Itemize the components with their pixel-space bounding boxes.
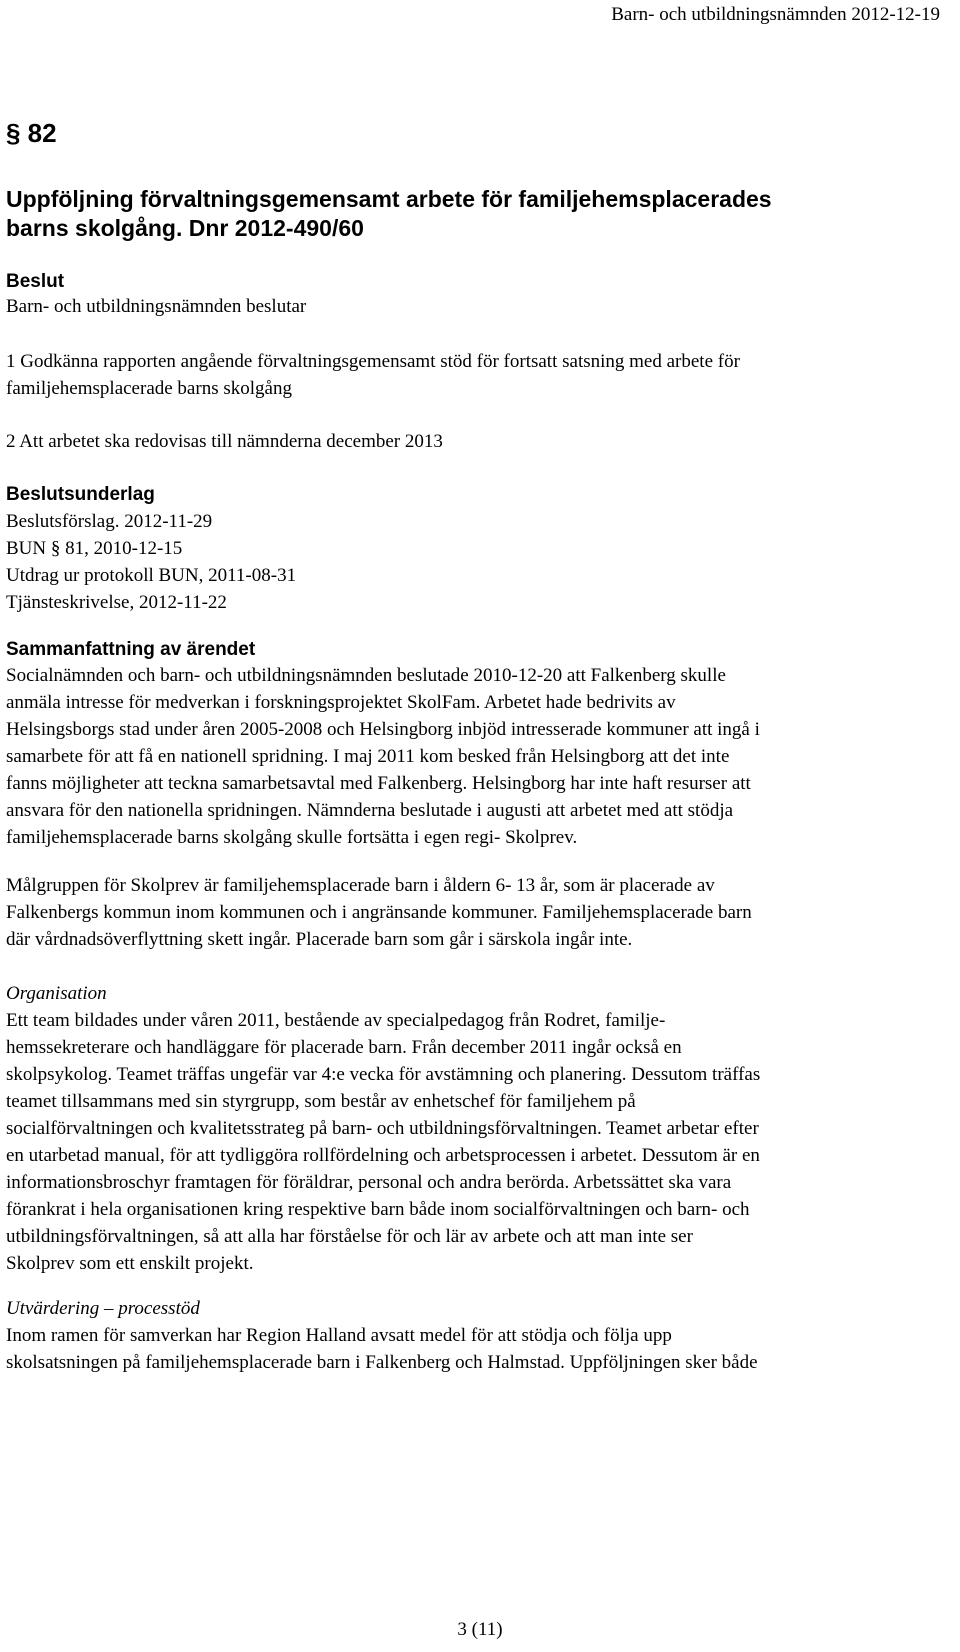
malgrupp-paragraph — [6, 872, 946, 953]
title-line: Uppföljning förvaltningsgemensamt arbete för familjehemsplacerades — [6, 186, 772, 212]
text-line: Ett team bildades under våren 2011, bestående av specialpedagog från Rodret, familje- — [6, 1010, 666, 1031]
text-line: informationsbroschyr framtagen för föräldrar, personal och andra berörda. Arbetssättet ska vara — [6, 1172, 732, 1193]
sammanfattning-heading: Sammanfattning av ärendet — [6, 639, 256, 660]
text-line: Socialnämnden och barn- och utbildningsnämnden beslutade 2010-12-20 att Falkenberg skulle — [6, 665, 726, 686]
text-line: fanns möjligheter att teckna samarbetsavtal med Falkenberg. Helsingborg har inte haft resurser att — [6, 773, 751, 794]
title-line: barns skolgång. Dnr 2012-490/60 — [6, 215, 364, 241]
sammanfattning-section — [6, 638, 946, 851]
underlag-item: BUN § 81, 2010-12-15 — [6, 538, 183, 559]
underlag-item: Tjänsteskrivelse, 2012-11-22 — [6, 592, 227, 613]
text-line: förankrat i hela organisationen kring respektive barn både inom socialförvaltningen och barn- och — [6, 1199, 750, 1220]
organisation-section — [6, 980, 946, 1277]
text-line: samarbete för att få en nationell spridning. I maj 2011 kom besked från Helsingborg att det inte — [6, 746, 730, 767]
running-header: Barn- och utbildningsnämnden 2012-12-19 — [611, 4, 940, 25]
text-line: teamet tillsammans med sin styrgrupp, som består av enhetschef för familjehem på — [6, 1091, 636, 1112]
page-number: 3 (11) — [457, 1619, 503, 1640]
underlag-heading: Beslutsunderlag — [6, 484, 155, 505]
text-line: Skolprev som ett enskilt projekt. — [6, 1253, 254, 1274]
organisation-paragraph — [6, 1007, 946, 1277]
text-line: skolpsykolog. Teamet träffas ungefär var 4:e vecka för avstämning och planering. Dessutom träffas — [6, 1064, 761, 1085]
beslut-item-1 — [6, 348, 946, 402]
organisation-heading: Organisation — [6, 983, 107, 1004]
text-line: Falkenbergs kommun inom kommunen och i angränsande kommuner. Familjehemsplacerade barn — [6, 902, 752, 923]
text-line: Målgruppen för Skolprev är familjehemsplacerade barn i åldern 6- 13 år, som är placerade av — [6, 875, 715, 896]
underlag-section — [6, 482, 946, 616]
text-line: ansvara för den nationella spridningen. Nämnderna beslutade i augusti att arbetet med att stödja — [6, 800, 734, 821]
text-line: skolsatsningen på familjehemsplacerade barn i Falkenberg och Halmstad. Uppföljningen sker både — [6, 1352, 758, 1373]
beslut-intro: Barn- och utbildningsnämnden beslutar — [6, 296, 307, 317]
text-line: anmäla intresse för medverkan i forskningsprojektet SkolFam. Arbetet hade bedrivits av — [6, 692, 676, 713]
utvardering-paragraph — [6, 1322, 946, 1376]
beslut-section — [6, 269, 946, 319]
sammanfattning-paragraph — [6, 662, 946, 851]
text-line: utbildningsförvaltningen, så att alla har förståelse för och lär av arbete och att man inte ser — [6, 1226, 693, 1247]
section-number: § 82 — [6, 118, 57, 148]
beslut-item-line: 1 Godkänna rapporten angående förvaltningsgemensamt stöd för fortsatt satsning med arbete för — [6, 351, 740, 372]
text-line: hemssekreterare och handläggare för placerade barn. Från december 2011 ingår också en — [6, 1037, 682, 1058]
text-line: Helsingsborgs stad under åren 2005-2008 och Helsingborg inbjöd intresserade kommuner att ingå i — [6, 719, 760, 740]
text-line: Inom ramen för samverkan har Region Halland avsatt medel för att stödja och följa upp — [6, 1325, 672, 1346]
page-title — [6, 185, 936, 243]
beslut-item-line: familjehemsplacerade barns skolgång — [6, 378, 292, 399]
utvardering-heading: Utvärdering – processtöd — [6, 1298, 200, 1319]
text-line: en utarbetad manual, för att tydliggöra rollfördelning och arbetsprocessen i arbetet. Dessutom är en — [6, 1145, 760, 1166]
beslut-item-2: 2 Att arbetet ska redovisas till nämnderna december 2013 — [6, 431, 443, 452]
underlag-item: Beslutsförslag. 2012-11-29 — [6, 511, 213, 532]
beslut-heading: Beslut — [6, 271, 65, 292]
underlag-item: Utdrag ur protokoll BUN, 2011-08-31 — [6, 565, 297, 586]
underlag-list — [6, 508, 946, 616]
utvardering-section — [6, 1295, 946, 1376]
text-line: där vårdnadsöverflyttning skett ingår. Placerade barn som går i särskola ingår inte. — [6, 929, 633, 950]
text-line: socialförvaltningen och kvalitetsstrateg på barn- och utbildningsförvaltningen. Teamet arbetar efter — [6, 1118, 759, 1139]
text-line: familjehemsplacerade barns skolgång skulle fortsätta i egen regi- Skolprev. — [6, 827, 578, 848]
